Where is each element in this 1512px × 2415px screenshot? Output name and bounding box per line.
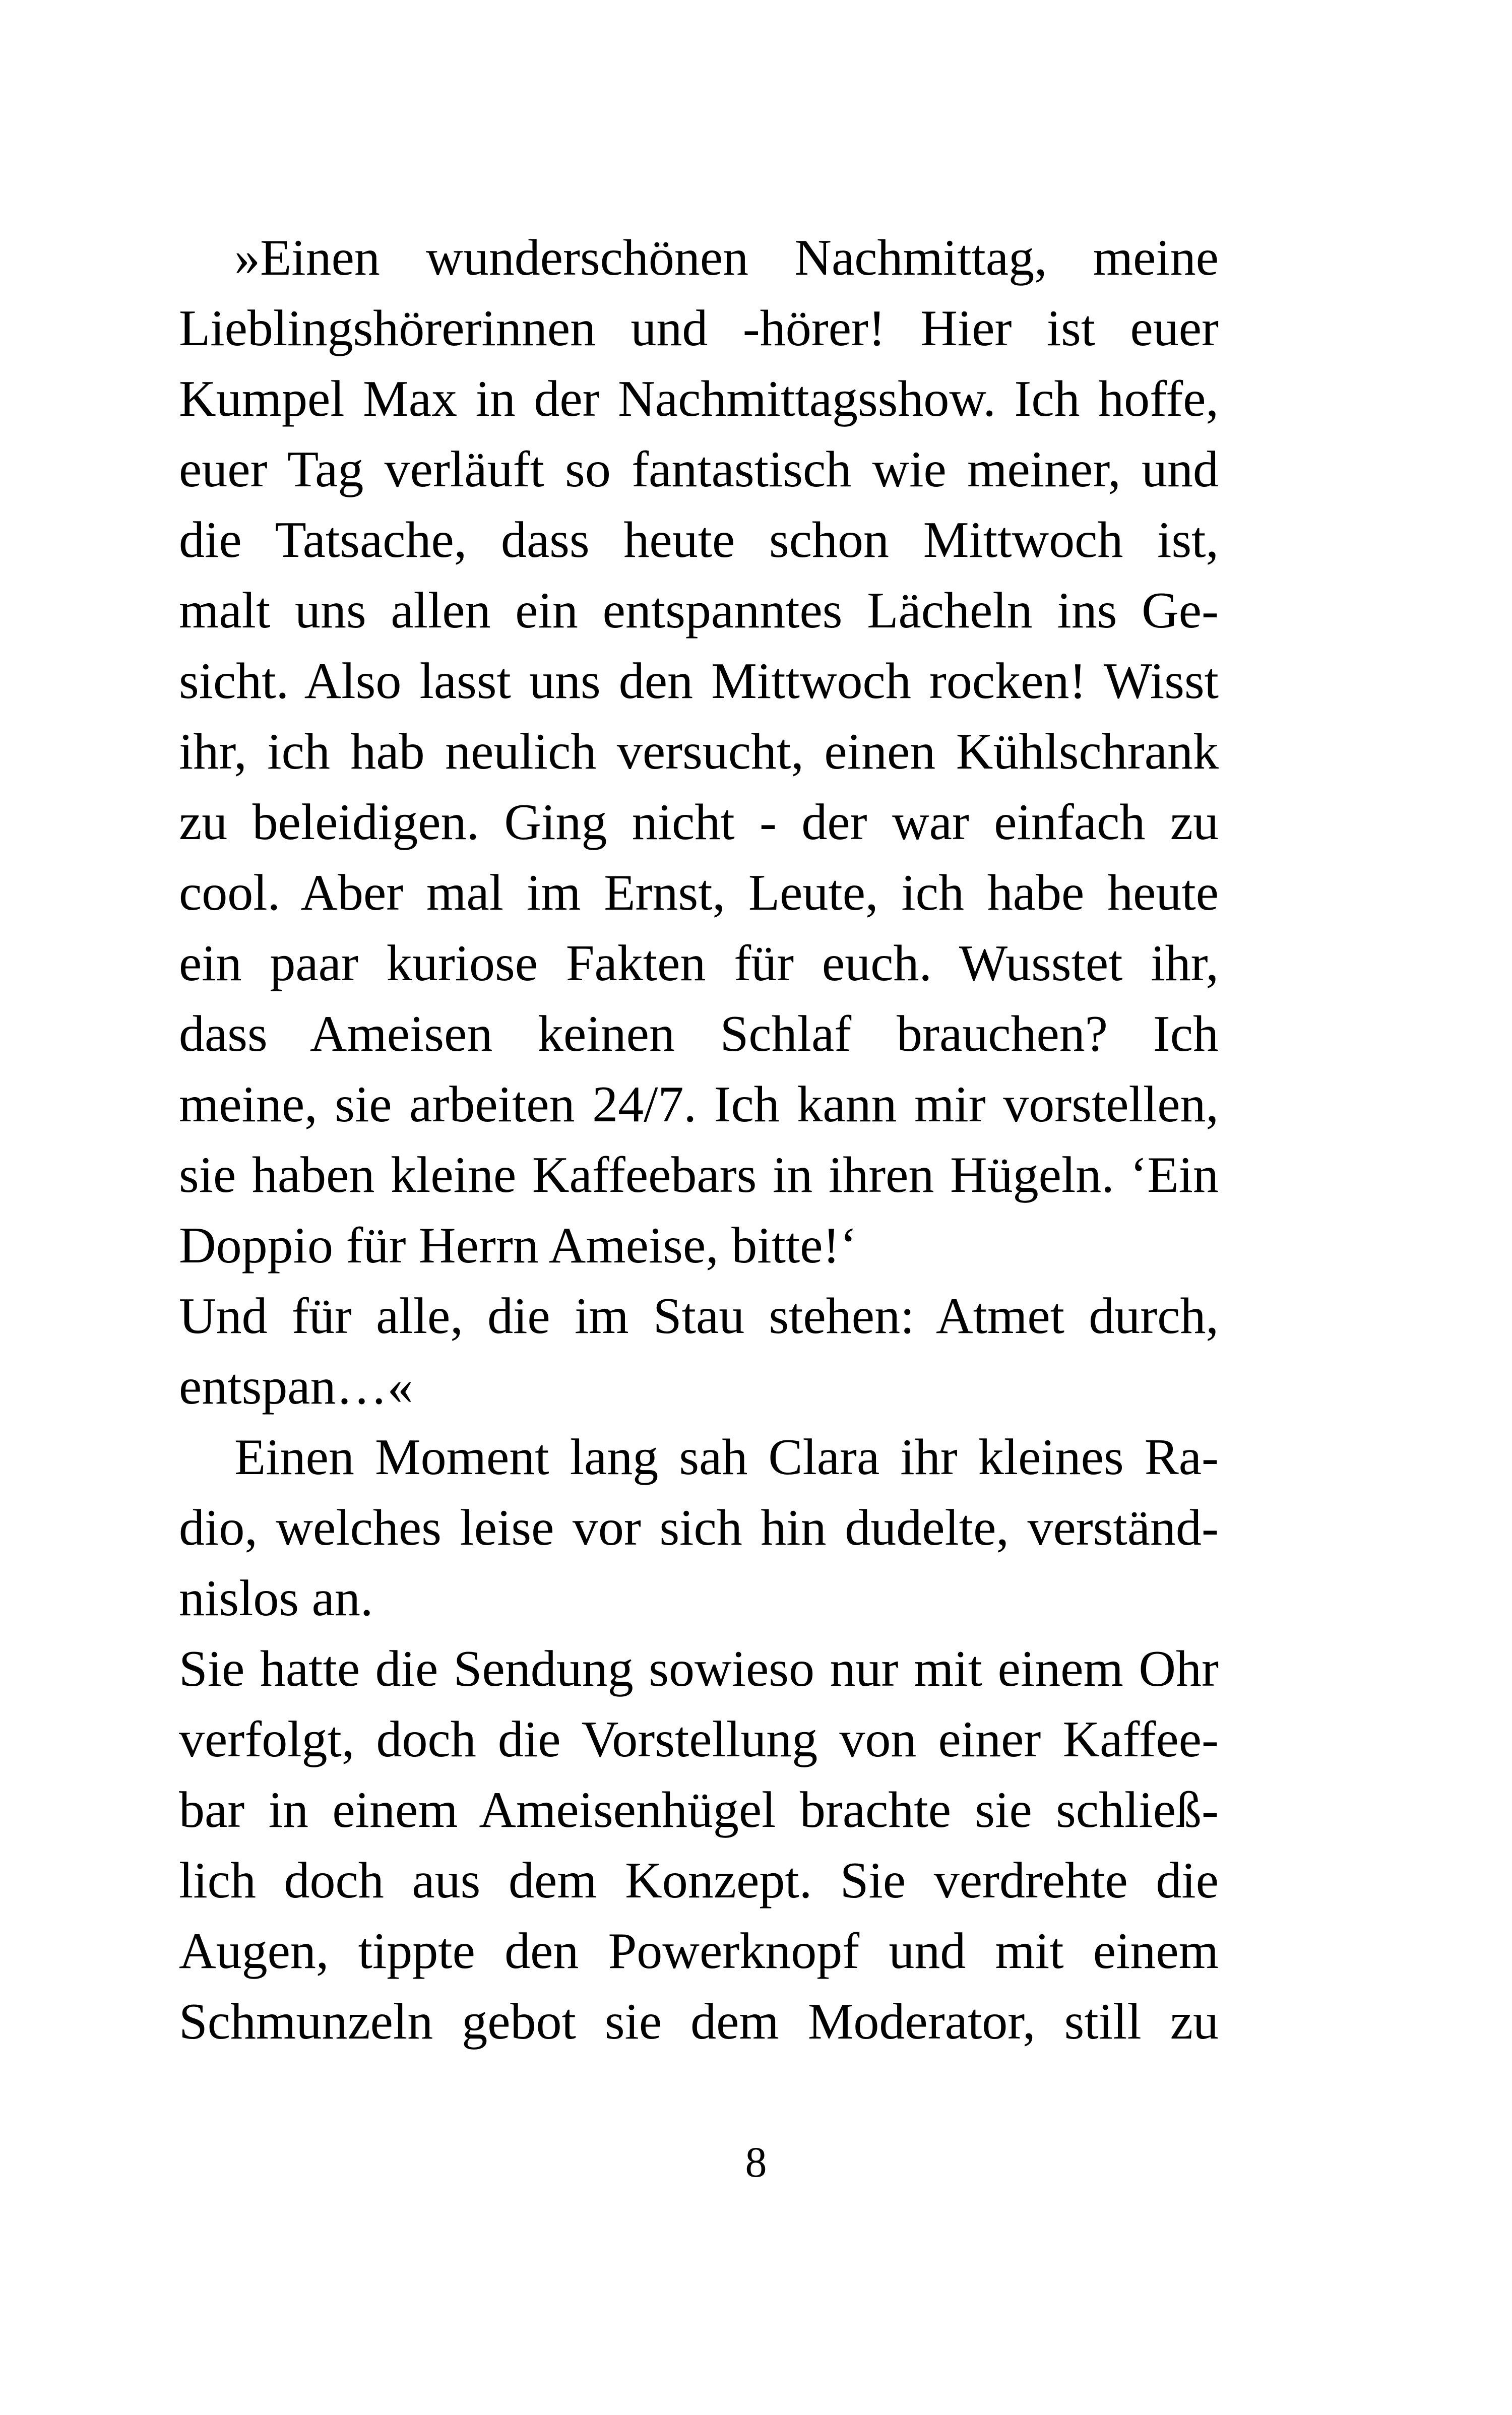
text-line: ihr, ich hab neulich versucht, einen Kühlschrank [179, 723, 1219, 780]
text-line: sie haben kleine Kaffeebars in ihren Hügeln. ‘Ein [179, 1147, 1219, 1203]
text-line: Augen, tippte den Powerknopf und mit einem [179, 1923, 1219, 1980]
page-number: 8 [745, 2138, 767, 2186]
text-line: verfolgt, doch die Vorstellung von einer Kaffee- [179, 1711, 1219, 1768]
text-line: Lieblingshörerinnen und -hörer! Hier ist euer [179, 300, 1219, 357]
text-line: Und für alle, die im Stau stehen: Atmet durch, [179, 1288, 1219, 1345]
text-line: malt uns allen ein entspanntes Lächeln ins Ge- [179, 582, 1219, 639]
text-line: lich doch aus dem Konzept. Sie verdrehte die [179, 1852, 1219, 1909]
text-line: nislos an. [179, 1570, 373, 1627]
text-line: zu beleidigen. Ging nicht - der war einfach zu [179, 794, 1219, 851]
text-line: euer Tag verläuft so fantastisch wie meiner, und [179, 441, 1219, 498]
text-line: dio, welches leise vor sich hin dudelte, verständ- [179, 1499, 1219, 1556]
body-text [179, 223, 1219, 2057]
text-line: Kumpel Max in der Nachmittagsshow. Ich hoffe, [179, 370, 1219, 427]
text-line: dass Ameisen keinen Schlaf brauchen? Ich [179, 1005, 1219, 1062]
text-line: Schmunzeln gebot sie dem Moderator, still zu [179, 1993, 1219, 2050]
text-line: Sie hatte die Sendung sowieso nur mit einem Ohr [179, 1640, 1219, 1697]
text-line: »Einen wunderschönen Nachmittag, meine [234, 229, 1219, 286]
text-line: meine, sie arbeiten 24/7. Ich kann mir vorstellen, [179, 1076, 1219, 1133]
text-line: bar in einem Ameisenhügel brachte sie schließ- [179, 1782, 1219, 1838]
text-line: entspan…« [179, 1358, 413, 1415]
text-line: die Tatsache, dass heute schon Mittwoch ist, [179, 512, 1219, 568]
text-line: sicht. Also lasst uns den Mittwoch rocken! Wisst [179, 653, 1219, 710]
text-line: cool. Aber mal im Ernst, Leute, ich habe heute [179, 864, 1219, 921]
text-line: ein paar kuriose Fakten für euch. Wusstet ihr, [179, 935, 1219, 992]
text-line: Doppio für Herrn Ameise, bitte!‘ [179, 1217, 857, 1274]
text-line: Einen Moment lang sah Clara ihr kleines Ra- [234, 1429, 1219, 1486]
